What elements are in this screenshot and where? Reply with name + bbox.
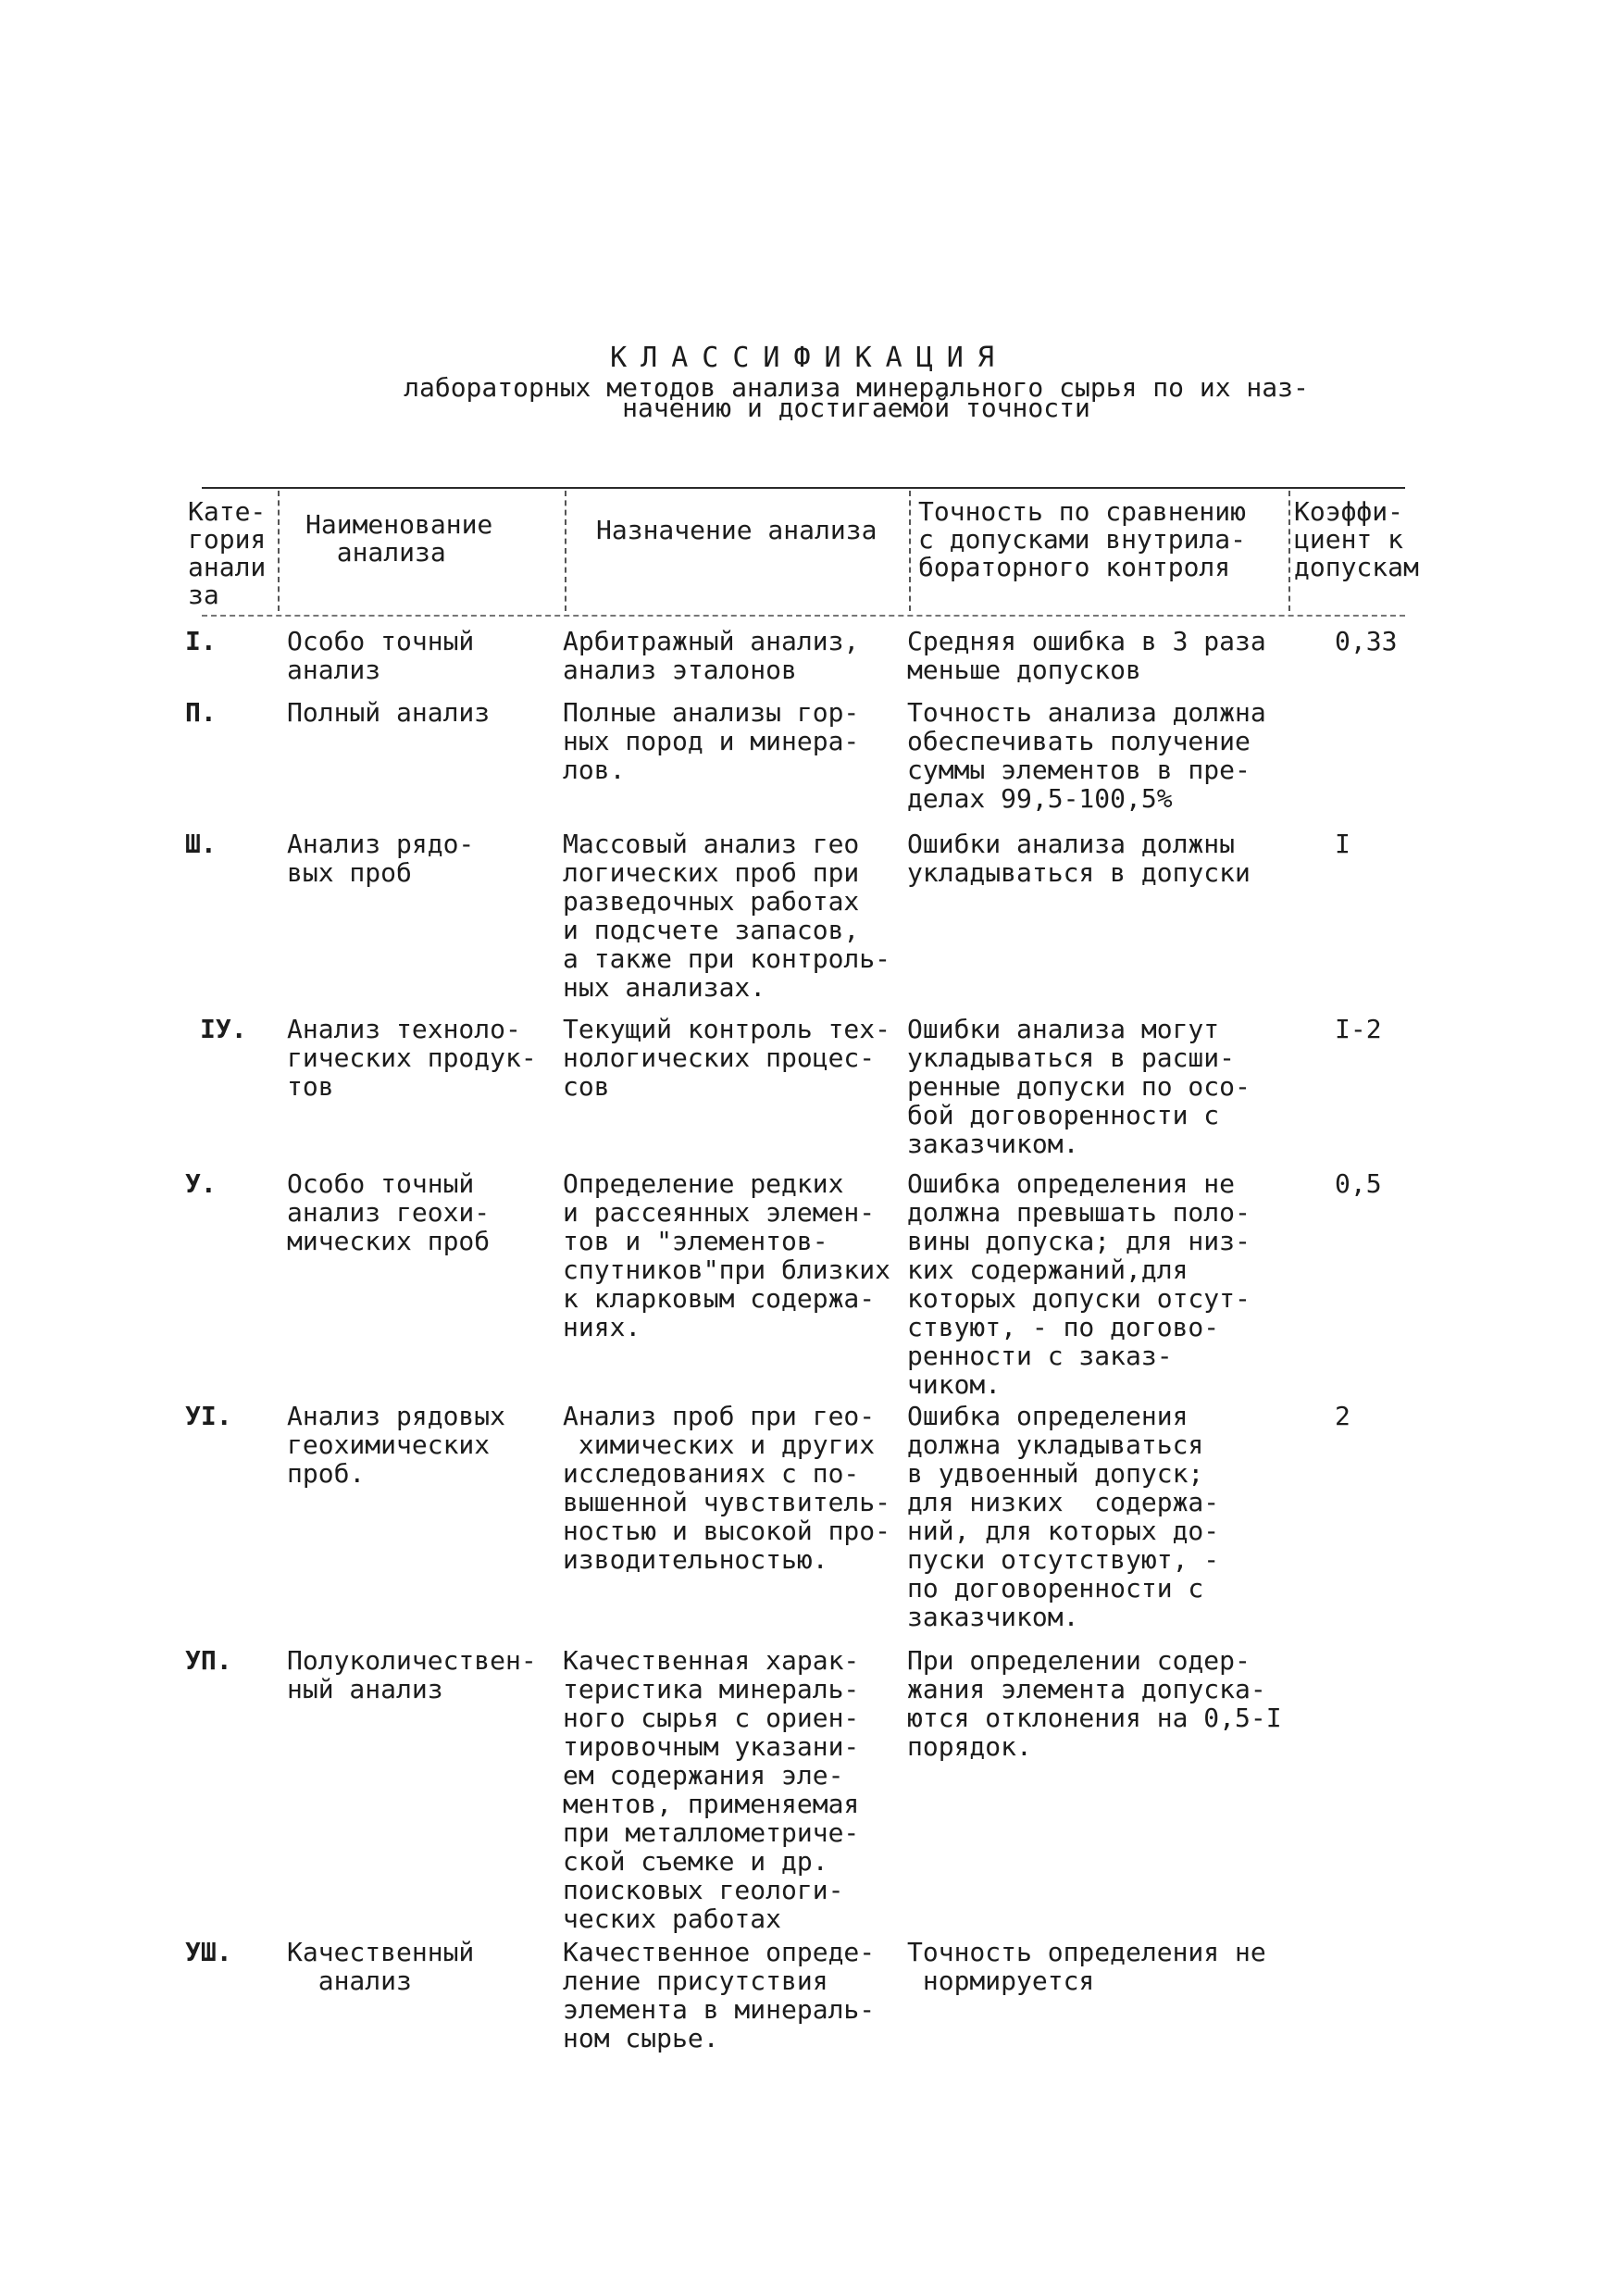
row-name: Полуколичествен- ный анализ bbox=[287, 1645, 537, 1704]
header-coefficient: Коэффи- циент к допускам bbox=[1294, 496, 1419, 582]
row-coefficient: I bbox=[1335, 829, 1350, 859]
row-category: УП. bbox=[185, 1645, 232, 1676]
row-accuracy: Ошибка определения не должна превышать поло- вины допуска; для низ- ких содержаний,для которых допуски отсут- ствуют, - по догово- ренности с заказ- чиком. bbox=[907, 1168, 1251, 1400]
row-category: I. bbox=[185, 626, 217, 656]
row-purpose: Полные анализы гор- ных пород и минера- лов. bbox=[563, 697, 860, 785]
header-separator bbox=[1288, 491, 1290, 611]
row-purpose: Анализ проб при гео- химических и других исследованиях с по- вышенной чувствитель- ностью и высокой про- изводительностью. bbox=[563, 1401, 891, 1575]
table-header-bottom-rule bbox=[202, 615, 1405, 617]
row-accuracy: Средняя ошибка в 3 раза меньше допусков bbox=[907, 626, 1266, 685]
row-accuracy: Ошибка определения должна укладываться в удвоенный допуск; для низких содержа- ний, для которых до- пуски отсутствуют, - по договоренности с заказчиком. bbox=[907, 1401, 1220, 1632]
row-name: Особо точный анализ bbox=[287, 626, 475, 685]
header-separator bbox=[278, 491, 280, 611]
row-category: УI. bbox=[185, 1401, 232, 1431]
header-separator bbox=[565, 491, 566, 611]
row-purpose: Арбитражный анализ, анализ эталонов bbox=[563, 626, 860, 685]
row-category: УШ. bbox=[185, 1937, 232, 1967]
table-top-rule bbox=[202, 487, 1405, 489]
row-name: Анализ рядо- вых проб bbox=[287, 829, 475, 888]
row-accuracy: Ошибки анализа могут укладываться в расши- ренные допуски по осо- бой договоренности с заказчиком. bbox=[907, 1014, 1251, 1159]
document-title: КЛАССИФИКАЦИЯ bbox=[610, 342, 1008, 374]
row-accuracy: Точность анализа должна обеспечивать получение суммы элементов в пре- делах 99,5-100,5% bbox=[907, 697, 1266, 814]
row-purpose: Определение редких и рассеянных элемен- тов и "элементов- спутников"при близких к кларковым содержа- ниях. bbox=[563, 1168, 891, 1342]
row-purpose: Качественная харак- теристика минераль- ного сырья с ориен- тировочным указани- ем содержания эле- ментов, применяемая при металлометриче- ской съемке и др. поисковых геологи- ческих работах bbox=[563, 1645, 860, 1934]
row-accuracy: Ошибки анализа должны укладываться в допуски bbox=[907, 829, 1251, 888]
row-name: Качественный анализ bbox=[287, 1937, 475, 1996]
row-category: У. bbox=[185, 1168, 217, 1199]
header-purpose: Назначение анализа bbox=[596, 515, 877, 545]
row-purpose: Массовый анализ гео логических проб при разведочных работах и подсчете запасов, а также при контроль- ных анализах. bbox=[563, 829, 891, 1003]
row-coefficient: 0,33 bbox=[1335, 626, 1398, 656]
header-category: Кате- гория анали за bbox=[188, 496, 267, 610]
row-accuracy: Точность определения не нормируется bbox=[907, 1937, 1266, 1996]
row-coefficient: 0,5 bbox=[1335, 1168, 1382, 1199]
header-accuracy: Точность по сравнению с допусками внутрила- бораторного контроля bbox=[918, 496, 1247, 582]
row-purpose: Качественное опреде- ление присутствия элемента в минераль- ном сырье. bbox=[563, 1937, 876, 2053]
row-category: П. bbox=[185, 697, 217, 728]
row-name: Особо точный анализ геохи- мических проб bbox=[287, 1168, 491, 1256]
row-accuracy: При определении содер- жания элемента допуска- ются отклонения на 0,5-I порядок. bbox=[907, 1645, 1282, 1762]
row-category: Ш. bbox=[185, 829, 217, 859]
document-subtitle: лабораторных методов анализа минерального сырья по их наз- начению и достигаемой точности bbox=[404, 372, 1309, 423]
row-name: Анализ техноло- гических продук- тов bbox=[287, 1014, 537, 1102]
row-name: Анализ рядовых геохимических проб. bbox=[287, 1401, 506, 1489]
row-category: IУ. bbox=[200, 1014, 247, 1044]
row-name: Полный анализ bbox=[287, 697, 491, 728]
header-separator bbox=[909, 491, 911, 611]
header-name: Наименование анализа bbox=[305, 509, 493, 568]
row-coefficient: 2 bbox=[1335, 1401, 1350, 1431]
row-coefficient: I-2 bbox=[1335, 1014, 1382, 1044]
row-purpose: Текущий контроль тех- нологических процес- сов bbox=[563, 1014, 891, 1102]
